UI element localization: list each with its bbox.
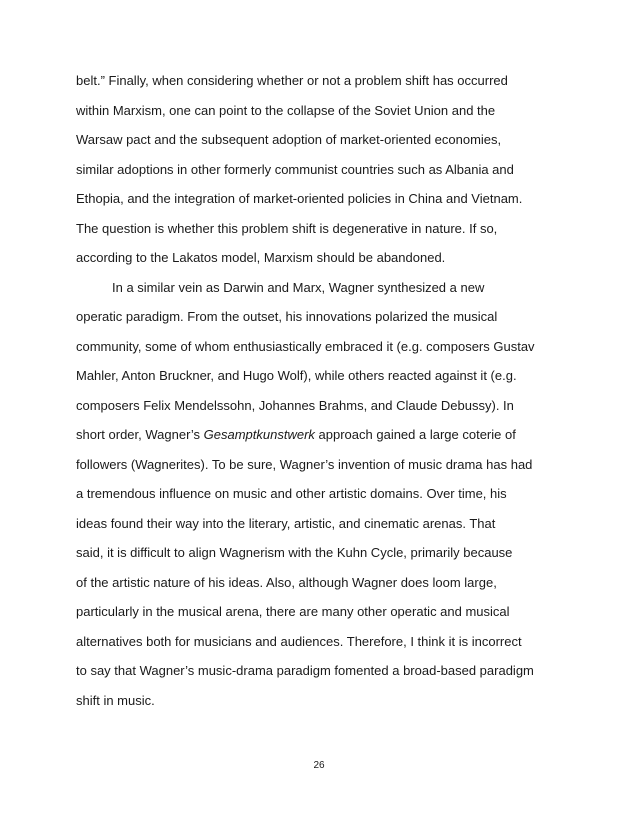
page-number: 26 <box>313 760 325 771</box>
text-line: community, some of whom enthusiastically embraced it (e.g. composers Gustav <box>76 338 535 354</box>
text-line: followers (Wagnerites). To be sure, Wagner’s invention of music drama has had <box>76 456 533 472</box>
text-segment: approach gained a large coterie of <box>314 427 516 442</box>
text-line: shift in music. <box>76 692 155 708</box>
text-line: of the artistic nature of his ideas. Also, although Wagner does loom large, <box>76 574 497 590</box>
text-line: alternatives both for musicians and audiences. Therefore, I think it is incorrect <box>76 633 522 649</box>
body-text <box>76 66 566 715</box>
text-line: ideas found their way into the literary, artistic, and cinematic arenas. That <box>76 515 496 531</box>
paragraph-1 <box>76 66 566 273</box>
text-line: within Marxism, one can point to the collapse of the Soviet Union and the <box>76 102 496 118</box>
text-line: according to the Lakatos model, Marxism should be abandoned. <box>76 250 446 265</box>
text-line: composers Felix Mendelssohn, Johannes Brahms, and Claude Debussy). In <box>76 397 514 413</box>
text-line: belt.” Finally, when considering whether or not a problem shift has occurred <box>76 73 508 88</box>
text-segment: short order, Wagner’s <box>76 427 204 442</box>
text-line-with-italic <box>76 420 566 450</box>
text-line: Ethopia, and the integration of market-oriented policies in China and Vietnam. <box>76 191 523 206</box>
text-line: to say that Wagner’s music-drama paradigm fomented a broad-based paradigm <box>76 663 534 678</box>
text-line: The question is whether this problem shift is degenerative in nature. If so, <box>76 220 498 236</box>
text-line: particularly in the musical arena, there are many other operatic and musical <box>76 604 510 619</box>
text-line: operatic paradigm. From the outset, his innovations polarized the musical <box>76 309 498 324</box>
text-line: Mahler, Anton Bruckner, and Hugo Wolf), while others reacted against it (e.g. <box>76 368 517 383</box>
text-line: a tremendous influence on music and other artistic domains. Over time, his <box>76 486 507 501</box>
text-line-indented: In a similar vein as Darwin and Marx, Wagner synthesized a new <box>112 279 485 295</box>
text-line: Warsaw pact and the subsequent adoption of market-oriented economies, <box>76 132 502 147</box>
text-line: similar adoptions in other formerly communist countries such as Albania and <box>76 161 514 177</box>
paragraph-2 <box>76 273 566 716</box>
italic-term: Gesamptkunstwerk <box>203 427 315 442</box>
text-line: said, it is difficult to align Wagnerism with the Kuhn Cycle, primarily because <box>76 545 513 560</box>
